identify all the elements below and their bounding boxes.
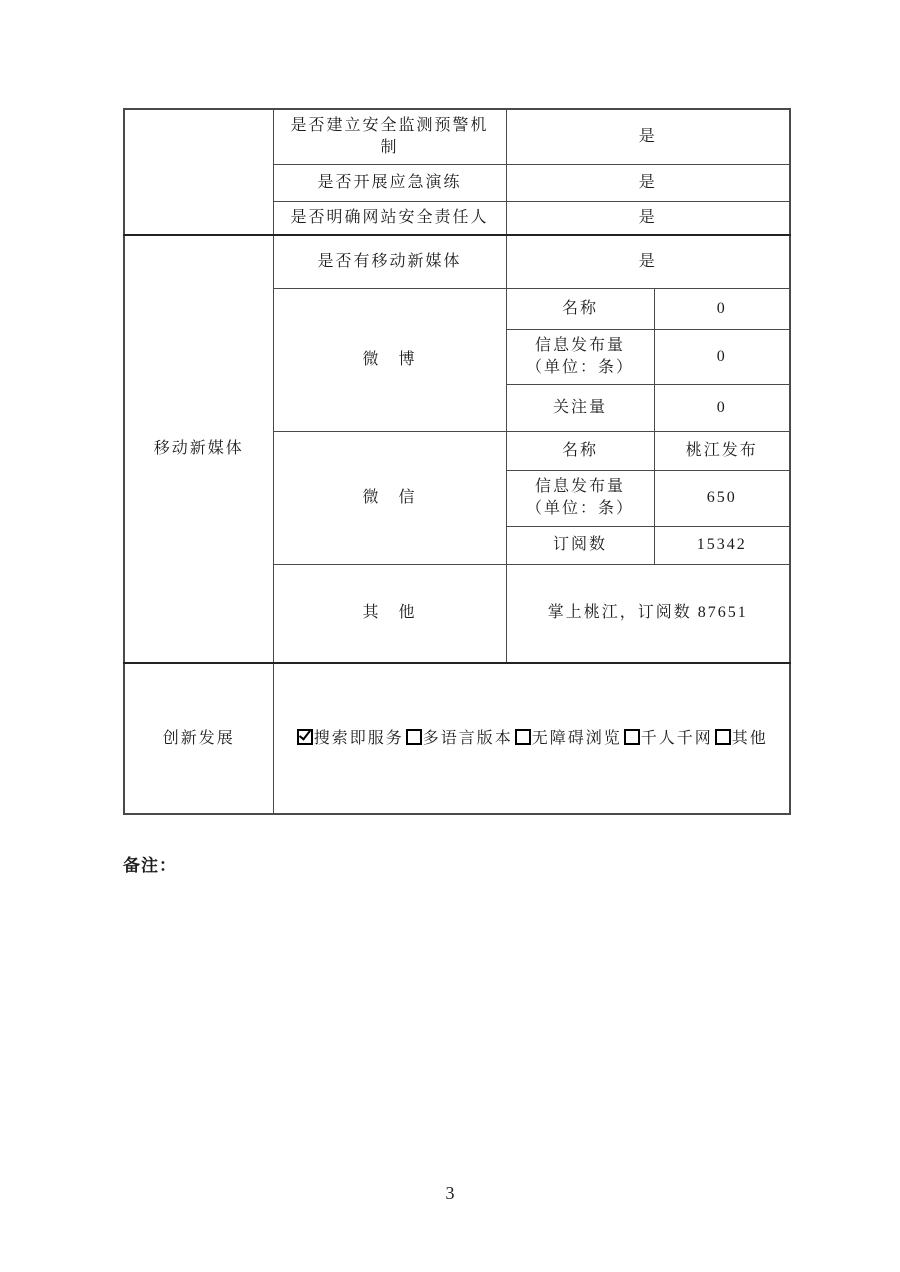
security-question: [273, 109, 506, 164]
wechat-field-label: 订阅数: [506, 526, 654, 564]
wechat-field-value: 15342: [654, 526, 790, 564]
weibo-field-label: 名称: [506, 288, 654, 329]
mobile-media-category-cell: 移动新媒体: [124, 235, 273, 663]
innovation-option: [295, 730, 404, 747]
other-media-value: 掌上桃江，订阅数 87651: [506, 564, 790, 663]
weibo-field-label: 关注量: [506, 384, 654, 431]
wechat-field-value: 桃江发布: [654, 431, 790, 470]
table-row: [124, 109, 790, 164]
table-row: [124, 663, 790, 814]
security-answer: 是: [506, 164, 790, 201]
wechat-cell: 微 信: [273, 431, 506, 564]
innovation-option: [622, 730, 713, 747]
checked-checkbox-icon: [297, 729, 313, 745]
weibo-field-label: 信息发布量 （单位：条）: [506, 329, 654, 384]
unchecked-checkbox-icon: [624, 729, 640, 745]
wechat-field-label: 信息发布量 （单位：条）: [506, 470, 654, 526]
weibo-field-value: 0: [654, 329, 790, 384]
annual-report-table: [123, 108, 791, 815]
weibo-field-value: 0: [654, 288, 790, 329]
weibo-field-value: 0: [654, 384, 790, 431]
innovation-option: [513, 730, 622, 747]
innovation-options-cell: [273, 663, 790, 814]
security-answer: 是: [506, 201, 790, 235]
innovation-option-label: 搜索即服务: [313, 729, 404, 747]
table-row: [124, 235, 790, 288]
innovation-option-label: 其他: [731, 729, 768, 747]
weibo-cell: 微 博: [273, 288, 506, 431]
page-number: 3: [445, 1183, 455, 1203]
innovation-category-cell: 创新发展: [124, 663, 273, 814]
other-media-label: 其 他: [273, 564, 506, 663]
mobile-media-availability-label: 是否有移动新媒体: [273, 235, 506, 288]
unchecked-checkbox-icon: [406, 729, 422, 745]
unchecked-checkbox-icon: [715, 729, 731, 745]
security-category-cell: [124, 109, 273, 235]
remark-label: 备注：: [123, 856, 177, 875]
innovation-option-label: 无障碍浏览: [531, 729, 622, 747]
wechat-field-label: 名称: [506, 431, 654, 470]
innovation-option: [404, 730, 513, 747]
security-question: 是否明确网站安全责任人: [273, 201, 506, 235]
wechat-field-value: 650: [654, 470, 790, 526]
mobile-media-availability-value: 是: [506, 235, 790, 288]
security-question-text: 是否建立安全监测预警机制: [290, 116, 489, 156]
innovation-option-label: 千人千网: [640, 729, 713, 747]
unchecked-checkbox-icon: [515, 729, 531, 745]
security-answer: 是: [506, 109, 790, 164]
innovation-option: [713, 730, 768, 747]
security-question: 是否开展应急演练: [273, 164, 506, 201]
innovation-option-label: 多语言版本: [422, 729, 513, 747]
